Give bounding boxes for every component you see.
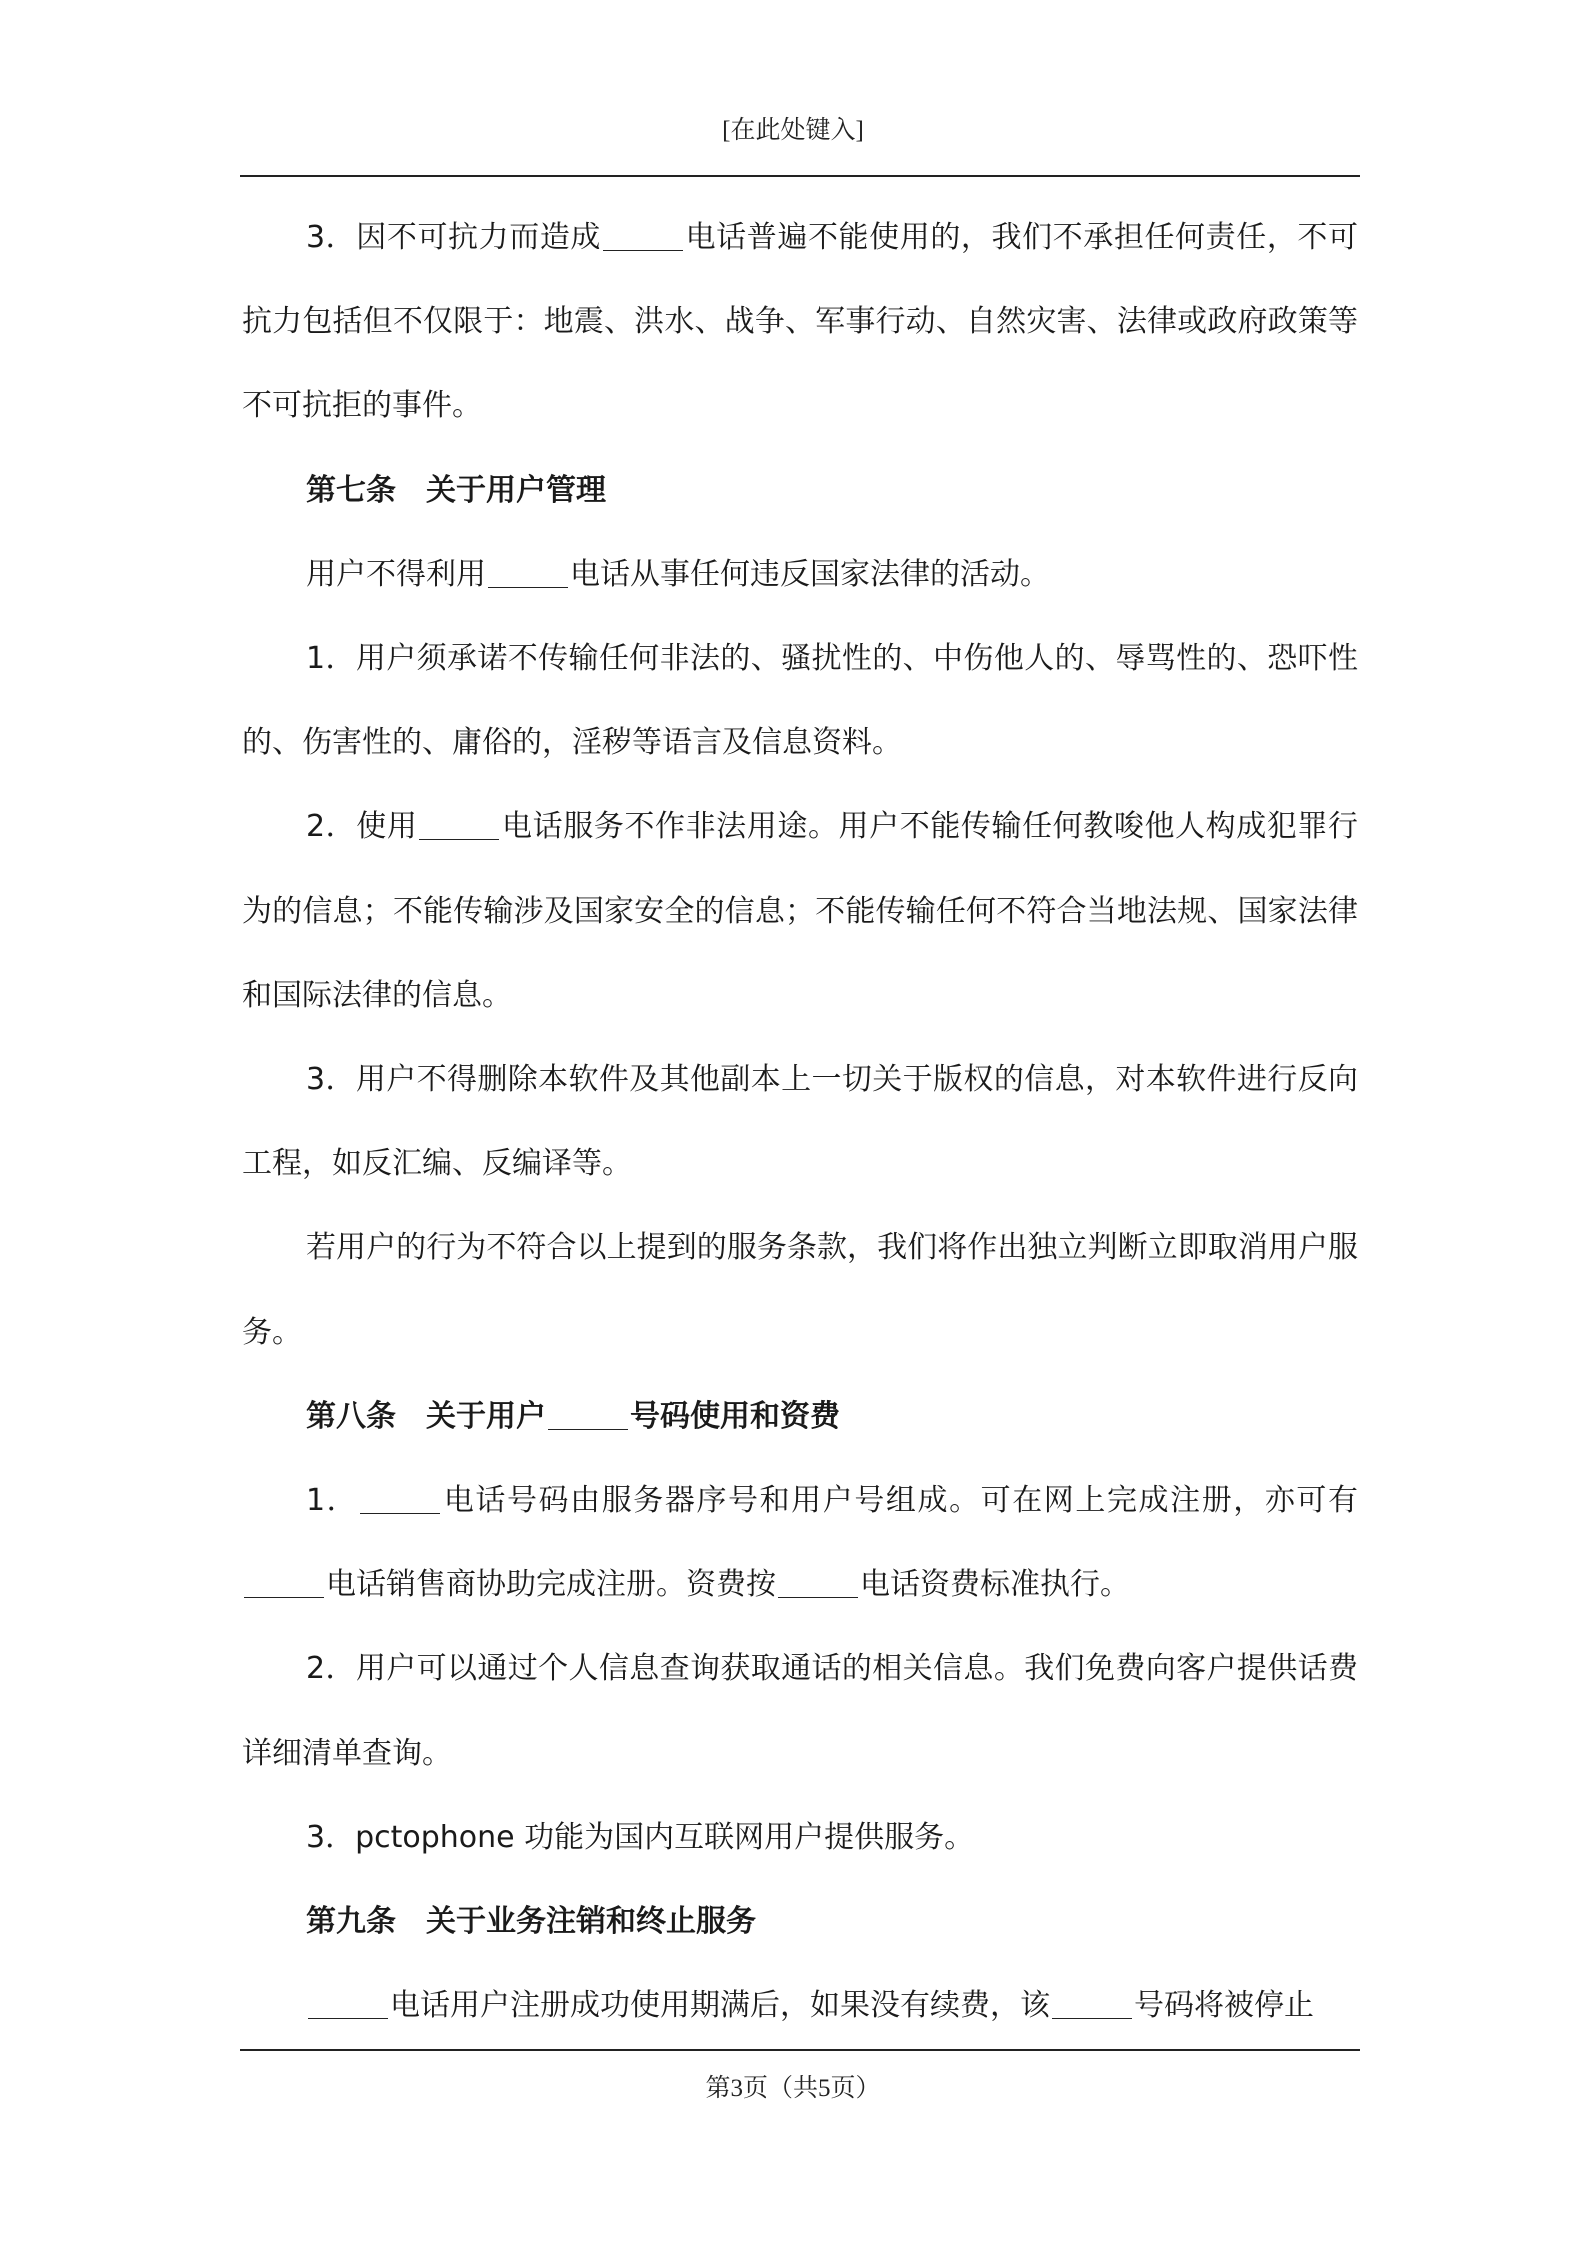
- page-header: [在此处键入]: [722, 117, 864, 144]
- text-segment: 1．: [306, 1483, 359, 1519]
- text-segment: 电话号码由服务器序号和用户号组成。可在网上完成注册，亦可有: [442, 1483, 1359, 1519]
- fill-in-blank: [548, 1399, 628, 1430]
- section-heading: [242, 1375, 1358, 1459]
- paragraph: [242, 1796, 1358, 1880]
- text-segment: 用户不得利用: [306, 556, 486, 592]
- paragraph: [242, 785, 1358, 1038]
- text-segment: 2．使用: [306, 809, 418, 845]
- section-title: 关于业务注销和终止服务: [426, 1904, 756, 1940]
- fill-in-blank: [308, 1988, 388, 2019]
- fill-in-blank: [778, 1567, 858, 1598]
- text-segment: 电话普遍不能使用的，我们不承担任何责任，不可抗力包括但不仅限于：地震、洪水、战争、军事行动、自然灾害、法律或政府政策等不可抗拒的事件。: [242, 220, 1358, 424]
- paragraph: [242, 533, 1358, 617]
- paragraph: [242, 617, 1358, 785]
- paragraph: [242, 1964, 1358, 2048]
- text-segment: 电话用户注册成功使用期满后，如果没有续费，该: [390, 1988, 1050, 2024]
- section-number: 第八条: [306, 1398, 396, 1434]
- page-footer: 第3页（共5页）: [705, 2075, 881, 2102]
- paragraph: [242, 196, 1358, 449]
- section-title: 关于用户: [426, 1398, 546, 1434]
- fill-in-blank: [488, 557, 568, 588]
- text-segment: 电话服务不作非法用途。用户不能传输任何教唆他人构成犯罪行为的信息；不能传输涉及国家安全的信息；不能传输任何不符合当地法规、国家法律和国际法律的信息。: [242, 809, 1358, 1013]
- text-segment: 3．pctophone 功能为国内互联网用户提供服务。: [306, 1819, 975, 1855]
- text-segment: 电话销售商协助完成注册。资费按: [326, 1567, 776, 1603]
- footer-rule: [240, 2049, 1360, 2051]
- text-segment: 电话资费标准执行。: [860, 1567, 1130, 1603]
- text-segment: 3．用户不得删除本软件及其他副本上一切关于版权的信息，对本软件进行反向工程，如反汇编、反编译等。: [242, 1062, 1358, 1182]
- fill-in-blank: [603, 220, 683, 251]
- text-segment: 1．用户须承诺不传输任何非法的、骚扰性的、中伤他人的、辱骂性的、恐吓性的、伤害性的、庸俗的，淫秽等语言及信息资料。: [242, 641, 1358, 761]
- section-title: 号码使用和资费: [630, 1398, 840, 1434]
- section-title: 关于用户管理: [426, 472, 606, 508]
- fill-in-blank: [244, 1567, 324, 1598]
- paragraph: [242, 1206, 1358, 1374]
- paragraph: [242, 1627, 1358, 1795]
- fill-in-blank: [360, 1483, 440, 1514]
- fill-in-blank: [1052, 1988, 1132, 2019]
- text-segment: 电话从事任何违反国家法律的活动。: [570, 556, 1050, 592]
- section-number: 第七条: [306, 472, 396, 508]
- paragraph: [242, 1038, 1358, 1206]
- document-body: [242, 196, 1358, 2048]
- fill-in-blank: [419, 809, 499, 840]
- text-segment: 3．因不可抗力而造成: [306, 220, 601, 255]
- text-segment: 若用户的行为不符合以上提到的服务条款，我们将作出独立判断立即取消用户服务。: [242, 1230, 1358, 1350]
- text-segment: 2．用户可以通过个人信息查询获取通话的相关信息。我们免费向客户提供话费详细清单查询。: [242, 1651, 1358, 1771]
- section-number: 第九条: [306, 1904, 396, 1940]
- section-heading: [242, 449, 1358, 533]
- paragraph: [242, 1459, 1358, 1627]
- text-segment: 号码将被停止: [1134, 1988, 1314, 2024]
- header-rule: [240, 175, 1360, 177]
- section-heading: [242, 1880, 1358, 1964]
